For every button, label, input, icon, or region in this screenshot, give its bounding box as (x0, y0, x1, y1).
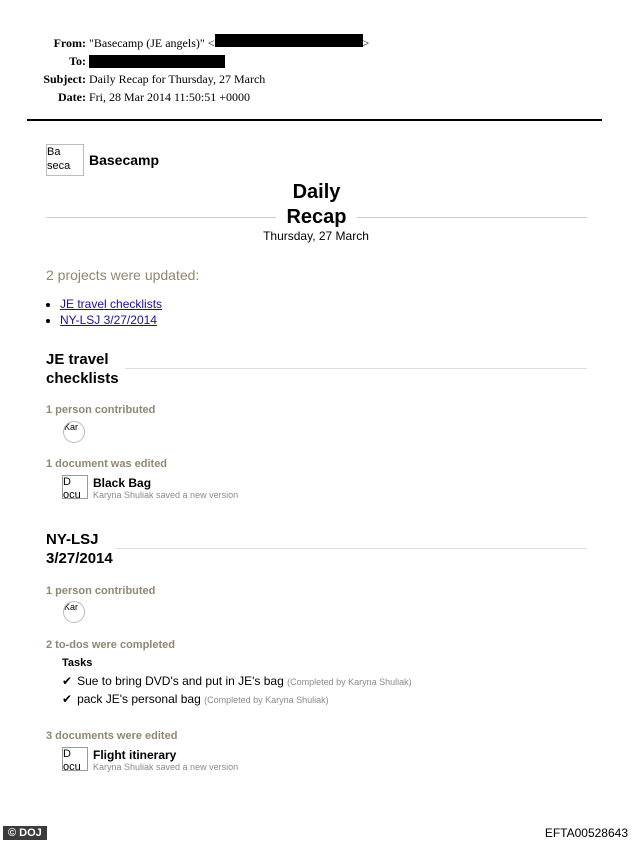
document-title-flight-itinerary[interactable]: Flight itinerary (93, 748, 177, 762)
basecamp-logo-broken-image: Ba seca (46, 144, 84, 176)
document-meta: Karyna Shuliak saved a new version (93, 490, 239, 500)
subject-label: Subject: (43, 72, 86, 86)
section-title-je-travel: JE travel checklists (46, 351, 119, 387)
project-link-ny-lsj[interactable]: NY-LSJ 3/27/2014 (60, 313, 157, 327)
brand-name: Basecamp (89, 152, 160, 168)
document-id: EFTA00528643 (544, 826, 628, 840)
todo-text: Sue to bring DVD's and put in JE's bag (77, 674, 284, 688)
to-label: To: (69, 54, 86, 68)
contributors-label: 1 person contributed (46, 404, 156, 416)
document-icon: D ocu (62, 475, 88, 499)
section-divider (125, 368, 587, 369)
from-label: From: (53, 36, 86, 50)
redaction-box (89, 55, 225, 68)
subject-row (20, 70, 369, 88)
redaction-box (215, 34, 363, 47)
documents-label: 3 documents were edited (46, 730, 178, 742)
document-meta: Karyna Shuliak saved a new version (93, 762, 239, 772)
email-header (20, 34, 369, 106)
to-row (20, 52, 369, 70)
todos-label: 2 to-dos were completed (46, 639, 175, 651)
doj-watermark: © DOJ (3, 826, 47, 840)
from-tail: > (362, 36, 370, 50)
header-divider (27, 119, 602, 121)
tasks-heading: Tasks (62, 657, 93, 669)
todo-text: pack JE's personal bag (77, 692, 201, 706)
avatar: Kar (63, 601, 85, 623)
section-title-ny-lsj: NY-LSJ 3/27/2014 (46, 531, 113, 567)
from-value: "Basecamp (JE angels)" < (89, 36, 215, 50)
document-icon: D ocu (62, 747, 88, 771)
checkmark-icon: ✔ (62, 692, 73, 706)
document-title-black-bag[interactable]: Black Bag (93, 476, 152, 490)
list-item (60, 312, 162, 328)
project-list (46, 296, 162, 328)
contributors-label: 1 person contributed (46, 585, 156, 597)
avatar: Kar (63, 421, 85, 443)
subject-value: Daily Recap for Thursday, 27 March (89, 72, 266, 86)
date-label: Date: (58, 90, 86, 104)
recap-date: Thursday, 27 March (263, 229, 369, 243)
date-value: Fri, 28 Mar 2014 11:50:51 +0000 (89, 90, 250, 104)
projects-summary: 2 projects were updated: (46, 267, 200, 283)
project-link-je-travel[interactable]: JE travel checklists (60, 297, 163, 311)
documents-label: 1 document was edited (46, 458, 168, 470)
list-item (60, 296, 162, 312)
date-row (20, 88, 369, 106)
todo-completed-by: (Completed by Karyna Shuliak) (287, 677, 412, 687)
todo-item[interactable] (62, 674, 412, 688)
todo-completed-by: (Completed by Karyna Shuliak) (204, 695, 329, 705)
todo-item[interactable] (62, 692, 329, 706)
checkmark-icon: ✔ (62, 674, 73, 688)
recap-title: Daily Recap (286, 181, 347, 228)
from-row (20, 34, 369, 52)
section-divider (116, 548, 587, 549)
recap-title-wrap (46, 180, 587, 230)
